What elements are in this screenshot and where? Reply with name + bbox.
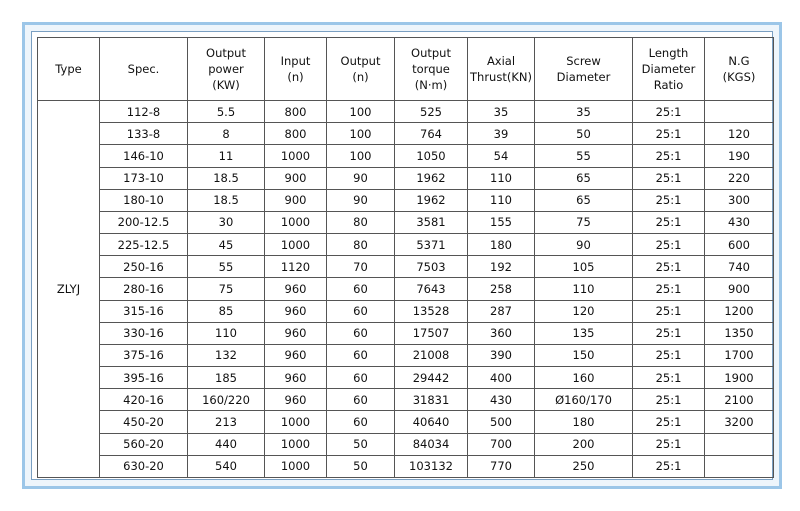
table-cell: 54 — [468, 145, 535, 167]
table-cell: 1900 — [705, 367, 774, 389]
header-output-torque-line3: (N·m) — [414, 78, 448, 92]
table-cell: 1000 — [265, 411, 327, 433]
table-cell: 200 — [535, 433, 633, 455]
table-row — [38, 278, 774, 300]
table-cell: 190 — [705, 145, 774, 167]
table-cell: 155 — [468, 211, 535, 233]
table-cell: 60 — [327, 344, 395, 366]
header-axial-thrust-line1: Axial — [486, 54, 516, 68]
table-cell: 185 — [188, 367, 265, 389]
table-cell: 220 — [705, 167, 774, 189]
table-row — [38, 300, 774, 322]
table-cell: 1000 — [265, 234, 327, 256]
header-output-power-line1: Output — [206, 46, 246, 60]
table-cell: 395-16 — [100, 367, 188, 389]
header-spec-text: Spec. — [127, 62, 160, 76]
table-row — [38, 433, 774, 455]
table-cell: 150 — [535, 344, 633, 366]
table-cell: 430 — [468, 389, 535, 411]
reducer-spec-table — [37, 37, 774, 478]
table-row — [38, 234, 774, 256]
table-cell: 60 — [327, 411, 395, 433]
table-cell: 100 — [327, 101, 395, 123]
table-cell: 375-16 — [100, 344, 188, 366]
table-cell: 5371 — [395, 234, 468, 256]
table-row — [38, 455, 774, 477]
table-cell — [705, 433, 774, 455]
table-row — [38, 389, 774, 411]
header-output-line1: Output — [340, 54, 381, 68]
table-row — [38, 344, 774, 366]
header-input-line2: (n) — [287, 70, 304, 84]
table-cell: 1000 — [265, 433, 327, 455]
table-cell: 1700 — [705, 344, 774, 366]
table-cell: 60 — [327, 322, 395, 344]
table-cell: 200-12.5 — [100, 211, 188, 233]
table-cell: 160/220 — [188, 389, 265, 411]
table-cell: 29442 — [395, 367, 468, 389]
table-cell: 1350 — [705, 322, 774, 344]
table-cell: 900 — [265, 167, 327, 189]
table-cell: 5.5 — [188, 101, 265, 123]
header-output-torque — [395, 38, 468, 101]
table-cell: 25:1 — [633, 123, 705, 145]
header-output-power-line2: power — [208, 62, 244, 76]
table-row — [38, 167, 774, 189]
table-row — [38, 256, 774, 278]
header-type — [38, 38, 100, 101]
table-cell: 8 — [188, 123, 265, 145]
table-cell: 85 — [188, 300, 265, 322]
table-cell: 45 — [188, 234, 265, 256]
table-cell: 770 — [468, 455, 535, 477]
table-cell: 90 — [327, 167, 395, 189]
header-input — [265, 38, 327, 101]
table-cell: 1962 — [395, 189, 468, 211]
table-cell: 3200 — [705, 411, 774, 433]
table-cell: 25:1 — [633, 189, 705, 211]
table-cell: 960 — [265, 367, 327, 389]
header-input-line1: Input — [280, 54, 311, 68]
table-cell: 960 — [265, 278, 327, 300]
table-cell: 25:1 — [633, 367, 705, 389]
table-cell: 600 — [705, 234, 774, 256]
table-row — [38, 367, 774, 389]
table-cell: 25:1 — [633, 145, 705, 167]
table-cell: 440 — [188, 433, 265, 455]
table-cell: 390 — [468, 344, 535, 366]
table-cell: 60 — [327, 300, 395, 322]
table-cell: 25:1 — [633, 234, 705, 256]
header-axial-thrust — [468, 38, 535, 101]
table-row — [38, 322, 774, 344]
table-cell: 60 — [327, 278, 395, 300]
header-output-power — [188, 38, 265, 101]
table-cell: 25:1 — [633, 167, 705, 189]
table-cell: 900 — [705, 278, 774, 300]
table-cell: 800 — [265, 123, 327, 145]
table-cell: 90 — [327, 189, 395, 211]
header-output-power-line3: (KW) — [212, 78, 240, 92]
table-cell: 25:1 — [633, 211, 705, 233]
table-cell: 75 — [535, 211, 633, 233]
table-cell: 110 — [188, 322, 265, 344]
table-cell: 360 — [468, 322, 535, 344]
table-cell: 105 — [535, 256, 633, 278]
header-screw-diameter — [535, 38, 633, 101]
table-cell: 7503 — [395, 256, 468, 278]
table-body — [38, 101, 774, 478]
table-cell: 400 — [468, 367, 535, 389]
table-cell: 1120 — [265, 256, 327, 278]
table-cell: 630-20 — [100, 455, 188, 477]
table-cell: 960 — [265, 322, 327, 344]
table-cell: 55 — [535, 145, 633, 167]
table-cell: 800 — [265, 101, 327, 123]
table-cell: 258 — [468, 278, 535, 300]
type-cell: ZLYJ — [38, 101, 100, 478]
table-cell — [705, 455, 774, 477]
table-cell: 75 — [188, 278, 265, 300]
table-cell — [705, 101, 774, 123]
header-output — [327, 38, 395, 101]
header-screw-diameter-line1: Screw — [566, 54, 601, 68]
table-inner-border — [31, 31, 773, 480]
table-cell: 540 — [188, 455, 265, 477]
header-row — [38, 38, 774, 101]
table-cell: 25:1 — [633, 300, 705, 322]
table-cell: 35 — [535, 101, 633, 123]
table-cell: 132 — [188, 344, 265, 366]
table-cell: 13528 — [395, 300, 468, 322]
table-cell: 280-16 — [100, 278, 188, 300]
table-cell: 25:1 — [633, 101, 705, 123]
header-output-torque-line1: Output — [411, 46, 451, 60]
table-cell: 7643 — [395, 278, 468, 300]
table-cell: 1000 — [265, 455, 327, 477]
table-cell: 1000 — [265, 211, 327, 233]
table-cell: 192 — [468, 256, 535, 278]
table-cell: 960 — [265, 344, 327, 366]
header-net-weight-line1: N.G — [728, 54, 750, 68]
table-cell: 100 — [327, 123, 395, 145]
table-cell: 110 — [468, 167, 535, 189]
table-cell: 764 — [395, 123, 468, 145]
table-cell: 740 — [705, 256, 774, 278]
table-cell: 25:1 — [633, 278, 705, 300]
table-cell: 213 — [188, 411, 265, 433]
table-cell: 18.5 — [188, 189, 265, 211]
table-cell: 110 — [468, 189, 535, 211]
table-cell: 225-12.5 — [100, 234, 188, 256]
header-spec — [100, 38, 188, 101]
table-cell: 180 — [468, 234, 535, 256]
header-length-diameter-ratio — [633, 38, 705, 101]
table-cell: 30 — [188, 211, 265, 233]
header-ldr-line1: Length — [648, 46, 689, 60]
table-cell: 25:1 — [633, 322, 705, 344]
table-cell: 700 — [468, 433, 535, 455]
table-cell: 330-16 — [100, 322, 188, 344]
table-cell: 420-16 — [100, 389, 188, 411]
table-cell: 160 — [535, 367, 633, 389]
table-cell: 70 — [327, 256, 395, 278]
table-cell: 560-20 — [100, 433, 188, 455]
table-cell: Ø160/170 — [535, 389, 633, 411]
table-cell: 250-16 — [100, 256, 188, 278]
table-cell: 146-10 — [100, 145, 188, 167]
table-cell: 40640 — [395, 411, 468, 433]
table-cell: 3581 — [395, 211, 468, 233]
table-cell: 1000 — [265, 145, 327, 167]
table-frame — [22, 22, 782, 489]
header-axial-thrust-line2: Thrust(KN) — [470, 70, 532, 84]
table-cell: 173-10 — [100, 167, 188, 189]
table-cell: 11 — [188, 145, 265, 167]
table-cell: 17507 — [395, 322, 468, 344]
table-cell: 180 — [535, 411, 633, 433]
table-cell: 2100 — [705, 389, 774, 411]
table-cell: 112-8 — [100, 101, 188, 123]
table-cell: 55 — [188, 256, 265, 278]
header-type-text: Type — [55, 62, 82, 76]
table-cell: 80 — [327, 234, 395, 256]
table-cell: 315-16 — [100, 300, 188, 322]
table-cell: 50 — [327, 433, 395, 455]
table-cell: 1962 — [395, 167, 468, 189]
table-cell: 133-8 — [100, 123, 188, 145]
table-cell: 500 — [468, 411, 535, 433]
header-output-line2: (n) — [352, 70, 369, 84]
table-cell: 135 — [535, 322, 633, 344]
table-cell: 960 — [265, 300, 327, 322]
table-cell: 120 — [535, 300, 633, 322]
table-cell: 100 — [327, 145, 395, 167]
table-cell: 21008 — [395, 344, 468, 366]
table-cell: 60 — [327, 367, 395, 389]
table-cell: 60 — [327, 389, 395, 411]
table-cell: 65 — [535, 167, 633, 189]
table-cell: 450-20 — [100, 411, 188, 433]
table-cell: 180-10 — [100, 189, 188, 211]
table-cell: 300 — [705, 189, 774, 211]
table-cell: 960 — [265, 389, 327, 411]
table-cell: 31831 — [395, 389, 468, 411]
table-cell: 39 — [468, 123, 535, 145]
table-row — [38, 411, 774, 433]
table-cell: 35 — [468, 101, 535, 123]
header-output-torque-line2: torque — [412, 62, 450, 76]
table-cell: 90 — [535, 234, 633, 256]
table-row — [38, 211, 774, 233]
table-cell: 110 — [535, 278, 633, 300]
header-net-weight-line2: (KGS) — [722, 70, 756, 84]
table-cell: 65 — [535, 189, 633, 211]
table-cell: 1050 — [395, 145, 468, 167]
header-ldr-line3: Ratio — [653, 78, 684, 92]
table-cell: 25:1 — [633, 256, 705, 278]
table-row — [38, 189, 774, 211]
header-net-weight — [705, 38, 774, 101]
table-cell: 50 — [535, 123, 633, 145]
table-cell: 84034 — [395, 433, 468, 455]
table-cell: 25:1 — [633, 344, 705, 366]
table-cell: 120 — [705, 123, 774, 145]
table-cell: 25:1 — [633, 433, 705, 455]
table-cell: 430 — [705, 211, 774, 233]
table-cell: 525 — [395, 101, 468, 123]
table-row — [38, 123, 774, 145]
table-cell: 25:1 — [633, 455, 705, 477]
header-screw-diameter-line2: Diameter — [556, 70, 611, 84]
table-row — [38, 145, 774, 167]
header-ldr-line2: Diameter — [641, 62, 696, 76]
table-cell: 287 — [468, 300, 535, 322]
table-cell: 80 — [327, 211, 395, 233]
table-cell: 25:1 — [633, 389, 705, 411]
table-cell: 18.5 — [188, 167, 265, 189]
table-cell: 900 — [265, 189, 327, 211]
table-cell: 25:1 — [633, 411, 705, 433]
table-cell: 103132 — [395, 455, 468, 477]
table-cell: 250 — [535, 455, 633, 477]
table-cell: 50 — [327, 455, 395, 477]
table-cell: 1200 — [705, 300, 774, 322]
table-row — [38, 101, 774, 123]
